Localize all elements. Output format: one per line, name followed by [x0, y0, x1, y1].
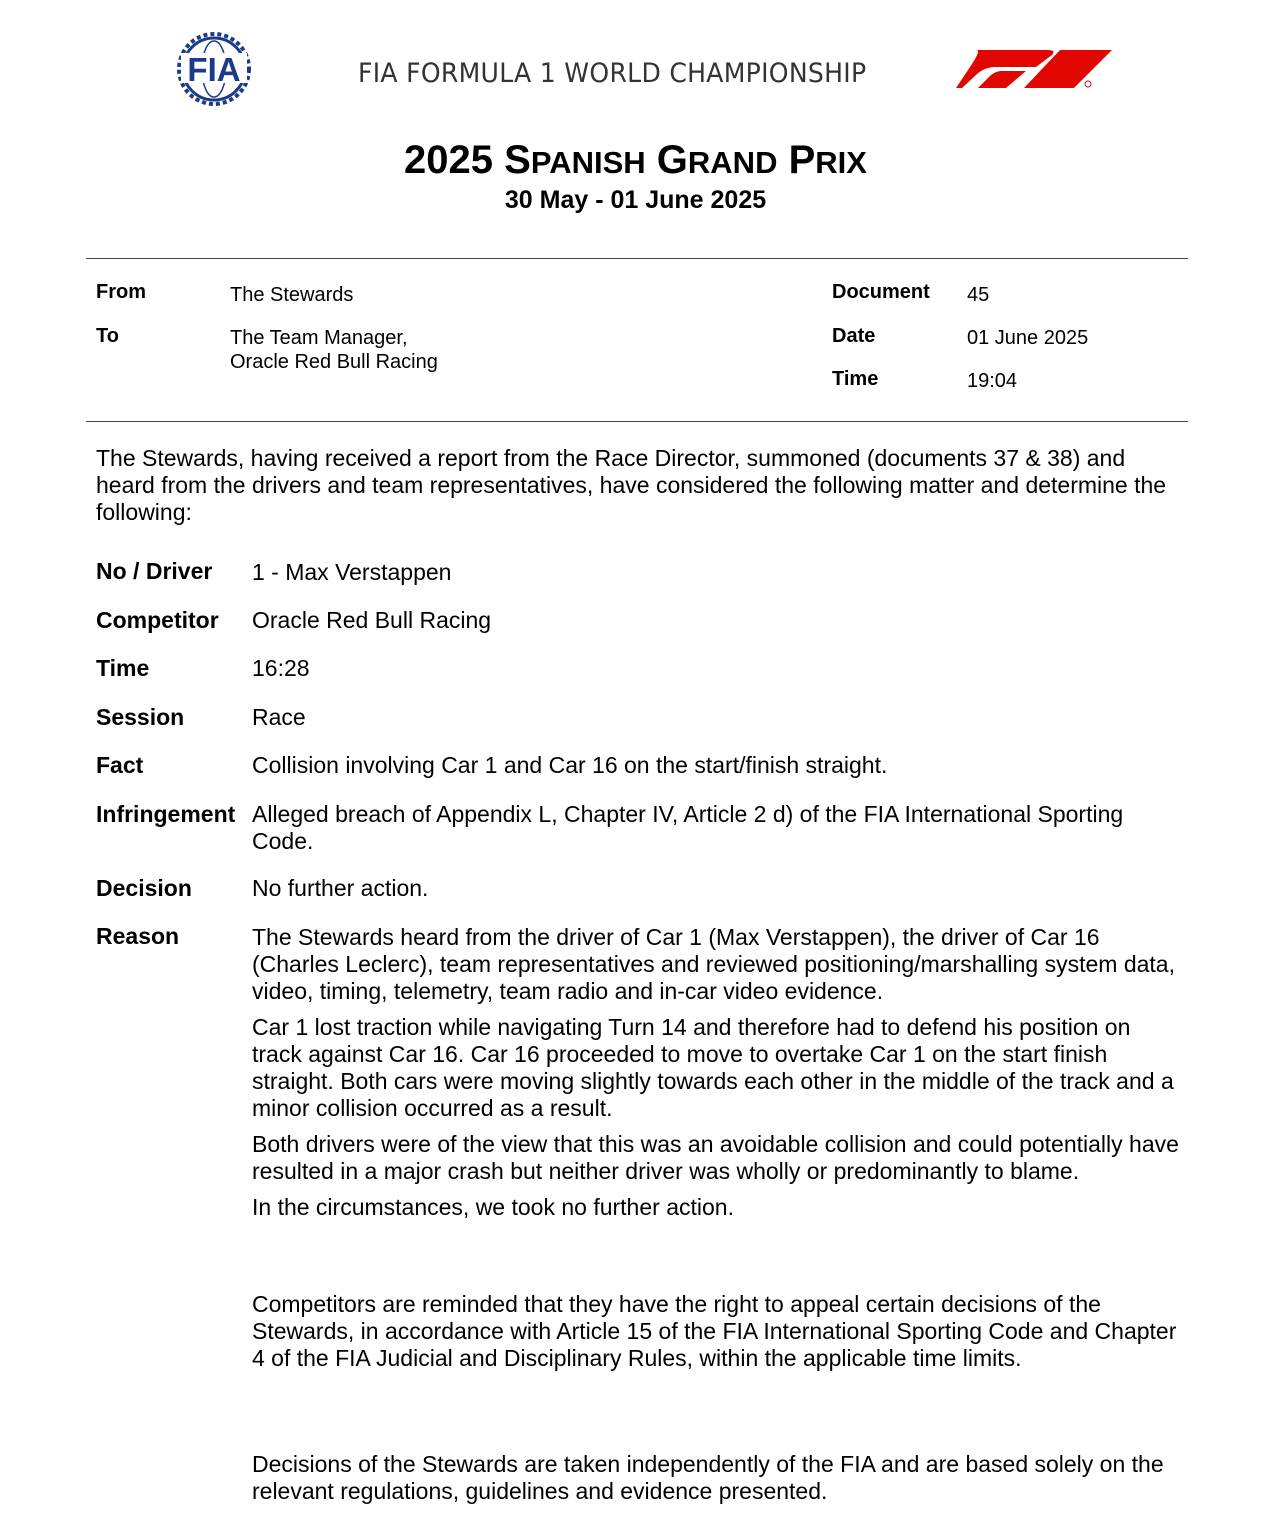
from-label: From [96, 281, 146, 303]
incident-time-value: 16:28 [252, 655, 310, 681]
infringement-label: Infringement [96, 801, 236, 827]
competitor-label: Competitor [96, 607, 219, 633]
fia-logo [161, 32, 267, 106]
infringement-value: Alleged breach of Appendix L, Chapter IV, Article 2 d) of the FIA International Sporting Code. [252, 801, 1124, 854]
time-value: 19:04 [967, 370, 1018, 392]
event-name-word-2: GRAND [656, 138, 778, 182]
fact-value: Collision involving Car 1 and Car 16 on the start/finish straight. [252, 752, 888, 778]
fact-label: Fact [96, 752, 144, 778]
competitor-value: Oracle Red Bull Racing [252, 607, 492, 633]
event-name-word-1: SPANISH [504, 138, 646, 182]
document-label: Document [832, 281, 930, 303]
reason-paragraph-2: Car 1 lost traction while navigating Turn 14 and therefore had to defend his position on track against Car 16. Car 16 proceeded to move to overtake Car 1 on the start finish straight. Both cars were moving slightly towards each other in the middle of the track and a minor collision occurred as a result. [252, 1014, 1174, 1121]
event-title [0, 138, 1271, 183]
divider-bottom [86, 421, 1188, 422]
reason-paragraph-3: Both drivers were of the view that this was an avoidable collision and could potentially have resulted in a major crash but neither driver was wholly or predominantly to blame. [252, 1131, 1179, 1184]
decision-value: No further action. [252, 875, 429, 901]
incident-time-label: Time [96, 655, 150, 681]
reason-label: Reason [96, 923, 180, 949]
independence-notice: Decisions of the Stewards are taken independently of the FIA and are based solely on the relevant regulations, guidelines and evidence presented. [252, 1451, 1164, 1504]
session-label: Session [96, 704, 185, 730]
reason-paragraph-1: The Stewards heard from the driver of Car 1 (Max Verstappen), the driver of Car 16 (Charles Leclerc), team representatives and reviewed positioning/marshalling system data, video, timing, telemetry, team radio and in-car video evidence. [252, 924, 1175, 1004]
f1-logo [956, 47, 1112, 91]
championship-title: FIA FORMULA 1 WORLD CHAMPIONSHIP [358, 58, 867, 89]
date-label: Date [832, 325, 876, 347]
appeal-notice: Competitors are reminded that they have the right to appeal certain decisions of the Stewards, in accordance with Article 15 of the FIA International Sporting Code and Chapter 4 of the FIA Judicial and Disciplinary Rules, within the applicable time limits. [252, 1291, 1177, 1371]
decision-label: Decision [96, 875, 192, 901]
to-label: To [96, 325, 119, 347]
intro-paragraph: The Stewards, having received a report from the Race Director, summoned (documents 37 & 38) and heard from the drivers and team representatives, have considered the following matter and determine the following: [96, 445, 1167, 525]
session-value: Race [252, 704, 306, 730]
to-value [230, 326, 438, 374]
fia-logo-text: FIA [187, 51, 241, 88]
document-value: 45 [967, 284, 990, 306]
driver-value: 1 - Max Verstappen [252, 559, 452, 585]
to-value-line2: Oracle Red Bull Racing [230, 351, 438, 373]
event-name-word-3: PRIX [788, 138, 867, 182]
reason-paragraph-4: In the circumstances, we took no further action. [252, 1194, 734, 1220]
driver-label: No / Driver [96, 558, 213, 584]
event-dates: 30 May - 01 June 2025 [504, 186, 767, 214]
from-value: The Stewards [230, 284, 354, 306]
event-year: 2025 [404, 138, 494, 182]
reason-value [252, 924, 1182, 1230]
time-label: Time [832, 368, 879, 390]
date-value: 01 June 2025 [967, 327, 1089, 349]
divider-top [86, 258, 1188, 259]
to-value-line1: The Team Manager, [230, 327, 408, 349]
